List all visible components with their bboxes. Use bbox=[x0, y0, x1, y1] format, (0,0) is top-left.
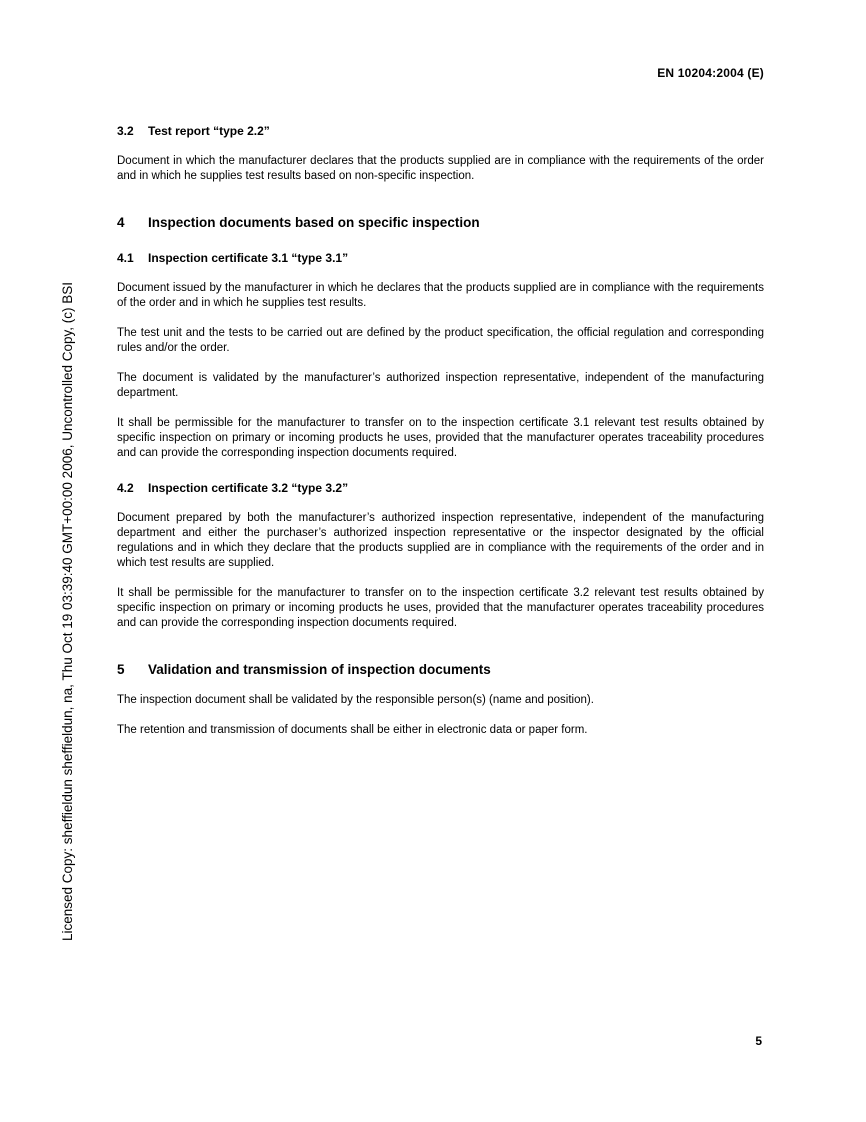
document-reference: EN 10204:2004 (E) bbox=[657, 66, 764, 80]
heading-number: 4.1 bbox=[117, 251, 134, 265]
heading-5 bbox=[117, 661, 764, 678]
heading-title: Inspection certificate 3.1 “type 3.1” bbox=[148, 251, 349, 265]
heading-4 bbox=[117, 214, 764, 231]
heading-number: 3.2 bbox=[117, 124, 134, 138]
paragraph: The retention and transmission of documents shall be either in electronic data or paper form. bbox=[117, 724, 588, 736]
paragraph: It shall be permissible for the manufacturer to transfer on to the inspection certificate 3.2 relevant test results obtained by specific inspection on primary or incoming products he uses, provided that the manufacturer operates traceability procedures and can provide the corresponding inspection documents required. bbox=[117, 587, 764, 629]
heading-title: Validation and transmission of inspection documents bbox=[148, 662, 491, 677]
heading-3-2 bbox=[117, 124, 764, 139]
paragraph: Document issued by the manufacturer in which he declares that the products supplied are in compliance with the requirements of the order and in which he supplies test results. bbox=[117, 282, 764, 309]
paragraph: Document in which the manufacturer declares that the products supplied are in compliance with the requirements of the order and in which he supplies test results based on non-specific inspection. bbox=[117, 155, 764, 182]
heading-number: 4.2 bbox=[117, 481, 134, 495]
paragraph: The inspection document shall be validated by the responsible person(s) (name and position). bbox=[117, 694, 594, 706]
paragraph: Document prepared by both the manufacturer’s authorized inspection representative, independent of the manufacturing department and either the purchaser’s authorized inspection representative or the inspector designated by the official regulations and in which they declare that the products supplied are in compliance with the requirements of the order and in which test results are supplied. bbox=[117, 512, 764, 569]
heading-4-2 bbox=[117, 481, 764, 496]
page-number: 5 bbox=[755, 1034, 762, 1048]
heading-number: 5 bbox=[117, 662, 125, 677]
license-watermark: Licensed Copy: sheffieldun sheffieldun, na, Thu Oct 19 03:39:40 GMT+00:00 2006, Uncontrolled Copy, (c) BSI bbox=[60, 281, 75, 941]
heading-title: Inspection certificate 3.2 “type 3.2” bbox=[148, 481, 349, 495]
heading-number: 4 bbox=[117, 215, 125, 230]
paragraph: The test unit and the tests to be carried out are defined by the product specification, the official regulation and corresponding rules and/or the order. bbox=[117, 327, 764, 354]
paragraph: It shall be permissible for the manufacturer to transfer on to the inspection certificate 3.1 relevant test results obtained by specific inspection on primary or incoming products he uses, provided that the manufacturer operates traceability procedures and can provide the corresponding inspection documents required. bbox=[117, 417, 764, 459]
heading-4-1 bbox=[117, 251, 764, 266]
heading-title: Test report “type 2.2” bbox=[148, 124, 270, 138]
document-body bbox=[117, 124, 764, 738]
heading-title: Inspection documents based on specific inspection bbox=[148, 215, 480, 230]
paragraph: The document is validated by the manufacturer’s authorized inspection representative, independent of the manufacturing department. bbox=[117, 372, 764, 399]
